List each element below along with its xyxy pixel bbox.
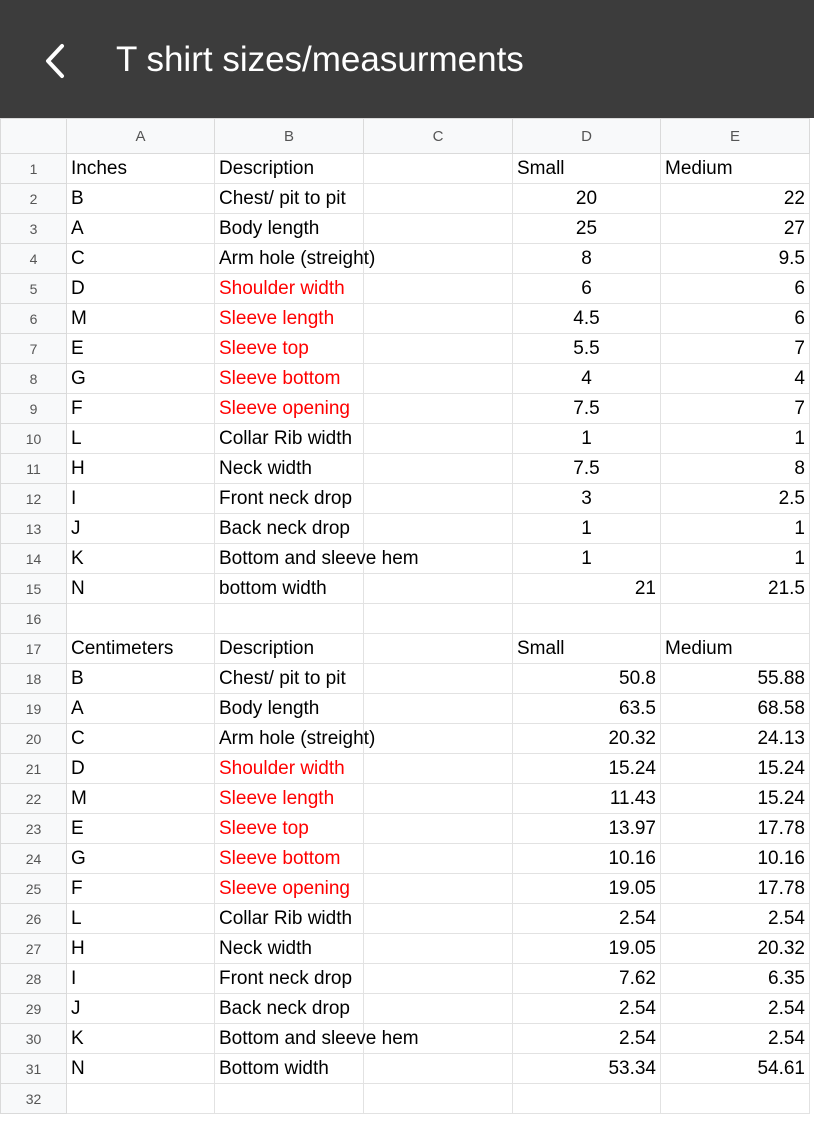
cell-d[interactable]: 10.16: [513, 844, 661, 874]
row-header[interactable]: 3: [1, 214, 67, 244]
row-header[interactable]: 13: [1, 514, 67, 544]
cell-a[interactable]: L: [67, 904, 215, 934]
table-row: [1, 664, 810, 694]
cell-b[interactable]: Neck width: [215, 934, 364, 964]
row-header[interactable]: 31: [1, 1054, 67, 1084]
cell-e[interactable]: 17.78: [661, 814, 810, 844]
cell-e[interactable]: 4: [661, 364, 810, 394]
cell-d[interactable]: 11.43: [513, 784, 661, 814]
cell-c[interactable]: [364, 484, 513, 514]
table-row: [1, 1084, 810, 1114]
cell-d[interactable]: 63.5: [513, 694, 661, 724]
row-header[interactable]: 22: [1, 784, 67, 814]
cell-e[interactable]: Medium: [661, 154, 810, 184]
cell-e[interactable]: 2.5: [661, 484, 810, 514]
row-header[interactable]: 2: [1, 184, 67, 214]
column-header-row: [1, 119, 810, 154]
cell-a[interactable]: H: [67, 934, 215, 964]
cell-c[interactable]: [364, 1084, 513, 1114]
cell-c[interactable]: [364, 784, 513, 814]
cell-e[interactable]: 6: [661, 274, 810, 304]
cell-c[interactable]: [364, 574, 513, 604]
table-row: [1, 994, 810, 1024]
cell-c[interactable]: [364, 844, 513, 874]
table-row: [1, 964, 810, 994]
cell-d[interactable]: 19.05: [513, 934, 661, 964]
cell-c[interactable]: [364, 184, 513, 214]
cell-d[interactable]: 2.54: [513, 994, 661, 1024]
cell-d[interactable]: 20.32: [513, 724, 661, 754]
cell-d[interactable]: 1: [513, 514, 661, 544]
cell-d[interactable]: 20: [513, 184, 661, 214]
cell-a[interactable]: E: [67, 814, 215, 844]
row-header[interactable]: 32: [1, 1084, 67, 1114]
cell-b[interactable]: Sleeve length: [215, 784, 364, 814]
cell-e[interactable]: 21.5: [661, 574, 810, 604]
cell-e[interactable]: 9.5: [661, 244, 810, 274]
cell-e[interactable]: [661, 604, 810, 634]
cell-b[interactable]: Collar Rib width: [215, 904, 364, 934]
cell-d[interactable]: 8: [513, 244, 661, 274]
cell-e[interactable]: 8: [661, 454, 810, 484]
cell-b[interactable]: Bottom and sleeve hem: [215, 544, 364, 574]
table-row: [1, 184, 810, 214]
row-header[interactable]: 6: [1, 304, 67, 334]
cell-e[interactable]: 2.54: [661, 904, 810, 934]
row-header[interactable]: 9: [1, 394, 67, 424]
row-header[interactable]: 14: [1, 544, 67, 574]
cell-a[interactable]: J: [67, 514, 215, 544]
cell-b[interactable]: Chest/ pit to pit: [215, 184, 364, 214]
cell-e[interactable]: 7: [661, 334, 810, 364]
row-header[interactable]: 21: [1, 754, 67, 784]
table-row: [1, 484, 810, 514]
row-header[interactable]: 11: [1, 454, 67, 484]
cell-a[interactable]: B: [67, 664, 215, 694]
cell-b[interactable]: [215, 604, 364, 634]
cell-b[interactable]: Sleeve bottom: [215, 844, 364, 874]
table-row: [1, 424, 810, 454]
cell-d[interactable]: [513, 604, 661, 634]
cell-c[interactable]: [364, 934, 513, 964]
cell-c[interactable]: [364, 874, 513, 904]
cell-c[interactable]: [364, 634, 513, 664]
row-header[interactable]: 19: [1, 694, 67, 724]
cell-b[interactable]: Back neck drop: [215, 514, 364, 544]
cell-b[interactable]: Bottom and sleeve hem: [215, 1024, 364, 1054]
cell-b[interactable]: Sleeve opening: [215, 874, 364, 904]
cell-b[interactable]: Sleeve bottom: [215, 364, 364, 394]
cell-e[interactable]: 1: [661, 514, 810, 544]
cell-a[interactable]: I: [67, 484, 215, 514]
row-header[interactable]: 5: [1, 274, 67, 304]
cell-c[interactable]: [364, 244, 513, 274]
cell-d[interactable]: 25: [513, 214, 661, 244]
cell-c[interactable]: [364, 454, 513, 484]
table-row: [1, 694, 810, 724]
row-header[interactable]: 24: [1, 844, 67, 874]
cell-c[interactable]: [364, 994, 513, 1024]
cell-e[interactable]: 1: [661, 544, 810, 574]
cell-e[interactable]: 54.61: [661, 1054, 810, 1084]
cell-e[interactable]: 20.32: [661, 934, 810, 964]
row-header[interactable]: 10: [1, 424, 67, 454]
cell-a[interactable]: M: [67, 784, 215, 814]
cell-a[interactable]: D: [67, 274, 215, 304]
row-header[interactable]: 28: [1, 964, 67, 994]
row-header[interactable]: 8: [1, 364, 67, 394]
row-header[interactable]: 29: [1, 994, 67, 1024]
row-header[interactable]: 7: [1, 334, 67, 364]
cell-b[interactable]: Chest/ pit to pit: [215, 664, 364, 694]
cell-c[interactable]: [364, 664, 513, 694]
chevron-left-icon: [40, 41, 70, 81]
cell-e[interactable]: 68.58: [661, 694, 810, 724]
cell-b[interactable]: Front neck drop: [215, 484, 364, 514]
cell-a[interactable]: F: [67, 394, 215, 424]
cell-d[interactable]: 53.34: [513, 1054, 661, 1084]
cell-a[interactable]: Inches: [67, 154, 215, 184]
table-row: [1, 724, 810, 754]
cell-d[interactable]: 15.24: [513, 754, 661, 784]
cell-c[interactable]: [364, 364, 513, 394]
cell-d[interactable]: 21: [513, 574, 661, 604]
cell-d[interactable]: 4.5: [513, 304, 661, 334]
cell-e[interactable]: 6: [661, 304, 810, 334]
cell-a[interactable]: H: [67, 454, 215, 484]
cell-a[interactable]: C: [67, 724, 215, 754]
cell-b[interactable]: Shoulder width: [215, 754, 364, 784]
cell-e[interactable]: 2.54: [661, 994, 810, 1024]
row-header[interactable]: 16: [1, 604, 67, 634]
cell-a[interactable]: Centimeters: [67, 634, 215, 664]
cell-d[interactable]: 3: [513, 484, 661, 514]
cell-c[interactable]: [364, 394, 513, 424]
row-header[interactable]: 25: [1, 874, 67, 904]
column-header-c[interactable]: C: [364, 119, 513, 154]
cell-c[interactable]: [364, 814, 513, 844]
cell-e[interactable]: 1: [661, 424, 810, 454]
cell-e[interactable]: [661, 1084, 810, 1114]
table-row: [1, 454, 810, 484]
cell-c[interactable]: [364, 424, 513, 454]
column-header-d[interactable]: D: [513, 119, 661, 154]
table-row: [1, 394, 810, 424]
cell-d[interactable]: 7.5: [513, 454, 661, 484]
cell-a[interactable]: I: [67, 964, 215, 994]
cell-a[interactable]: [67, 604, 215, 634]
spreadsheet-grid[interactable]: [0, 118, 814, 1142]
cell-d[interactable]: 50.8: [513, 664, 661, 694]
cell-a[interactable]: F: [67, 874, 215, 904]
row-header[interactable]: 30: [1, 1024, 67, 1054]
cell-d[interactable]: 7.62: [513, 964, 661, 994]
cell-a[interactable]: E: [67, 334, 215, 364]
table-row: [1, 544, 810, 574]
cell-a[interactable]: G: [67, 844, 215, 874]
row-header[interactable]: 26: [1, 904, 67, 934]
row-header[interactable]: 1: [1, 154, 67, 184]
table-row: [1, 574, 810, 604]
cell-d[interactable]: 4: [513, 364, 661, 394]
cell-b[interactable]: Arm hole (streight): [215, 244, 364, 274]
cell-b[interactable]: Description: [215, 154, 364, 184]
table-row: [1, 214, 810, 244]
cell-b[interactable]: Bottom width: [215, 1054, 364, 1084]
cell-e[interactable]: 7: [661, 394, 810, 424]
table-row: [1, 364, 810, 394]
table-row: [1, 514, 810, 544]
row-header[interactable]: 12: [1, 484, 67, 514]
cell-b[interactable]: Body length: [215, 694, 364, 724]
cell-d[interactable]: 5.5: [513, 334, 661, 364]
cell-d[interactable]: 19.05: [513, 874, 661, 904]
cell-a[interactable]: K: [67, 544, 215, 574]
table-row: [1, 244, 810, 274]
row-header[interactable]: 20: [1, 724, 67, 754]
cell-e[interactable]: 22: [661, 184, 810, 214]
cell-a[interactable]: C: [67, 244, 215, 274]
column-header-e[interactable]: E: [661, 119, 810, 154]
cell-a[interactable]: L: [67, 424, 215, 454]
cell-b[interactable]: Sleeve top: [215, 334, 364, 364]
cell-c[interactable]: [364, 334, 513, 364]
cell-c[interactable]: [364, 514, 513, 544]
select-all-corner[interactable]: [1, 119, 67, 154]
cell-e[interactable]: 10.16: [661, 844, 810, 874]
cell-a[interactable]: N: [67, 574, 215, 604]
column-header-b[interactable]: B: [215, 119, 364, 154]
cell-a[interactable]: K: [67, 1024, 215, 1054]
cell-d[interactable]: 2.54: [513, 904, 661, 934]
cell-c[interactable]: [364, 604, 513, 634]
cell-c[interactable]: [364, 754, 513, 784]
cell-b[interactable]: Back neck drop: [215, 994, 364, 1024]
cell-b[interactable]: Sleeve top: [215, 814, 364, 844]
cell-d[interactable]: 1: [513, 544, 661, 574]
cell-a[interactable]: D: [67, 754, 215, 784]
table-row: [1, 814, 810, 844]
cell-a[interactable]: [67, 1084, 215, 1114]
back-button[interactable]: [30, 36, 80, 86]
table-row: [1, 604, 810, 634]
page-title: T shirt sizes/measurments: [116, 40, 524, 79]
cell-d[interactable]: 13.97: [513, 814, 661, 844]
table-row: [1, 874, 810, 904]
cell-b[interactable]: Description: [215, 634, 364, 664]
table-row: [1, 154, 810, 184]
sheet-body: [1, 154, 810, 1114]
row-header[interactable]: 18: [1, 664, 67, 694]
table-row: [1, 1024, 810, 1054]
cell-b[interactable]: Collar Rib width: [215, 424, 364, 454]
cell-d[interactable]: Small: [513, 154, 661, 184]
cell-c[interactable]: [364, 214, 513, 244]
table-row: [1, 784, 810, 814]
cell-a[interactable]: J: [67, 994, 215, 1024]
app-bar: [0, 0, 814, 118]
table-row: [1, 934, 810, 964]
cell-c[interactable]: [364, 964, 513, 994]
cell-e[interactable]: 55.88: [661, 664, 810, 694]
cell-b[interactable]: Body length: [215, 214, 364, 244]
cell-c[interactable]: [364, 904, 513, 934]
row-header[interactable]: 17: [1, 634, 67, 664]
table-row: [1, 304, 810, 334]
table-row: [1, 754, 810, 784]
cell-d[interactable]: 7.5: [513, 394, 661, 424]
row-header[interactable]: 4: [1, 244, 67, 274]
table-row: [1, 904, 810, 934]
cell-c[interactable]: [364, 724, 513, 754]
cell-e[interactable]: 24.13: [661, 724, 810, 754]
cell-d[interactable]: Small: [513, 634, 661, 664]
cell-a[interactable]: B: [67, 184, 215, 214]
cell-a[interactable]: N: [67, 1054, 215, 1084]
cell-e[interactable]: 2.54: [661, 1024, 810, 1054]
cell-b[interactable]: bottom width: [215, 574, 364, 604]
cell-a[interactable]: A: [67, 214, 215, 244]
cell-c[interactable]: [364, 274, 513, 304]
cell-b[interactable]: Arm hole (streight): [215, 724, 364, 754]
cell-b[interactable]: Neck width: [215, 454, 364, 484]
row-header[interactable]: 15: [1, 574, 67, 604]
cell-e[interactable]: 15.24: [661, 754, 810, 784]
table-row: [1, 274, 810, 304]
table-row: [1, 634, 810, 664]
cell-a[interactable]: M: [67, 304, 215, 334]
table-row: [1, 334, 810, 364]
row-header[interactable]: 23: [1, 814, 67, 844]
row-header[interactable]: 27: [1, 934, 67, 964]
cell-e[interactable]: 27: [661, 214, 810, 244]
cell-e[interactable]: 6.35: [661, 964, 810, 994]
cell-b[interactable]: Shoulder width: [215, 274, 364, 304]
sheet-table: [0, 118, 810, 1114]
cell-e[interactable]: 17.78: [661, 874, 810, 904]
cell-b[interactable]: Sleeve opening: [215, 394, 364, 424]
table-row: [1, 844, 810, 874]
cell-a[interactable]: A: [67, 694, 215, 724]
cell-c[interactable]: [364, 154, 513, 184]
cell-d[interactable]: 1: [513, 424, 661, 454]
cell-a[interactable]: G: [67, 364, 215, 394]
column-header-a[interactable]: A: [67, 119, 215, 154]
cell-e[interactable]: 15.24: [661, 784, 810, 814]
table-row: [1, 1054, 810, 1084]
cell-d[interactable]: [513, 1084, 661, 1114]
cell-b[interactable]: Front neck drop: [215, 964, 364, 994]
cell-d[interactable]: 2.54: [513, 1024, 661, 1054]
cell-e[interactable]: Medium: [661, 634, 810, 664]
cell-b[interactable]: Sleeve length: [215, 304, 364, 334]
cell-c[interactable]: [364, 1054, 513, 1084]
cell-c[interactable]: [364, 694, 513, 724]
cell-c[interactable]: [364, 304, 513, 334]
cell-d[interactable]: 6: [513, 274, 661, 304]
cell-b[interactable]: [215, 1084, 364, 1114]
